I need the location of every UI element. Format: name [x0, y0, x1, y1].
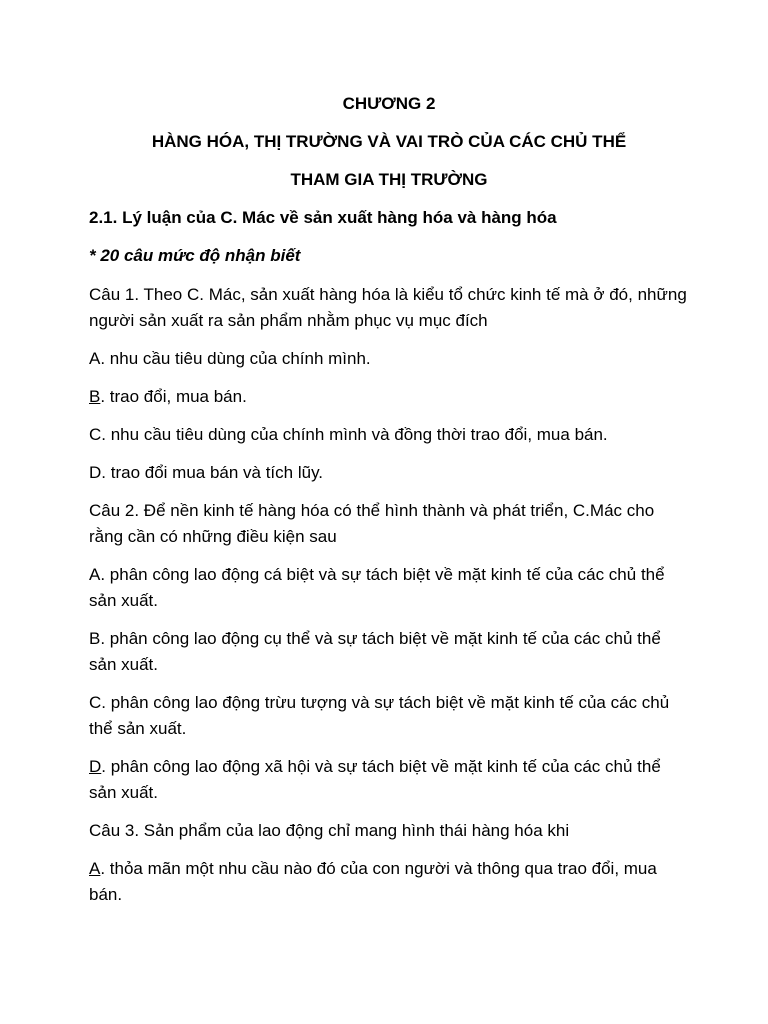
option-letter-correct: B [89, 387, 101, 406]
question-2-option-c [89, 690, 689, 742]
question-1-option-d [89, 460, 689, 486]
option-letter-correct: D [89, 757, 102, 776]
option-text: . phân công lao động cụ thể và sự tách biệt về mặt kinh tế của các chủ thể sản xuất. [89, 629, 661, 674]
option-letter: D [89, 463, 102, 482]
chapter-title-line-1: HÀNG HÓA, THỊ TRƯỜNG VÀ VAI TRÒ CỦA CÁC CHỦ THỂ [151, 132, 627, 151]
question-2-option-b [89, 626, 689, 678]
question-3-prompt: Câu 3. Sản phẩm của lao động chỉ mang hình thái hàng hóa khi [89, 821, 570, 840]
option-letter: A [89, 349, 101, 368]
section-heading: 2.1. Lý luận của C. Mác về sản xuất hàng hóa và hàng hóa [89, 208, 557, 227]
question-3-option-a [89, 856, 689, 908]
chapter-title-line-2: THAM GIA THỊ TRƯỜNG [290, 170, 488, 189]
question-2-option-d [89, 754, 689, 806]
option-text: . nhu cầu tiêu dùng của chính mình và đồng thời trao đổi, mua bán. [101, 425, 608, 444]
question-1-prompt: Câu 1. Theo C. Mác, sản xuất hàng hóa là kiểu tổ chức kinh tế mà ở đó, những người sản xuất ra sản phẩm nhằm phục vụ mục đích [89, 285, 687, 330]
question-1-option-a [89, 346, 689, 372]
option-letter: C [89, 693, 102, 712]
question-2-prompt: Câu 2. Để nền kinh tế hàng hóa có thể hình thành và phát triển, C.Mác cho rằng cần có những điều kiện sau [89, 501, 655, 546]
option-letter: A [89, 565, 101, 584]
question-2-option-a [89, 562, 689, 614]
difficulty-level-label: * 20 câu mức độ nhận biết [89, 246, 301, 265]
question-1-option-c [89, 422, 689, 448]
option-text: . phân công lao động trừu tượng và sự tách biệt về mặt kinh tế của các chủ thể sản xuất. [89, 693, 670, 738]
option-letter: C [89, 425, 102, 444]
option-text: . phân công lao động cá biệt và sự tách biệt về mặt kinh tế của các chủ thể sản xuất. [89, 565, 665, 610]
option-text: . trao đổi, mua bán. [100, 387, 247, 406]
option-text: . phân công lao động xã hội và sự tách biệt về mặt kinh tế của các chủ thể sản xuất. [89, 757, 661, 802]
option-text: . trao đổi mua bán và tích lũy. [101, 463, 324, 482]
chapter-number: CHƯƠNG 2 [342, 94, 436, 113]
document-content [89, 92, 689, 920]
question-1-option-b [89, 384, 689, 410]
option-text: . thỏa mãn một nhu cầu nào đó của con người và thông qua trao đổi, mua bán. [89, 859, 657, 904]
option-letter: B [89, 629, 101, 648]
option-letter-correct: A [89, 859, 101, 878]
option-text: . nhu cầu tiêu dùng của chính mình. [100, 349, 371, 368]
